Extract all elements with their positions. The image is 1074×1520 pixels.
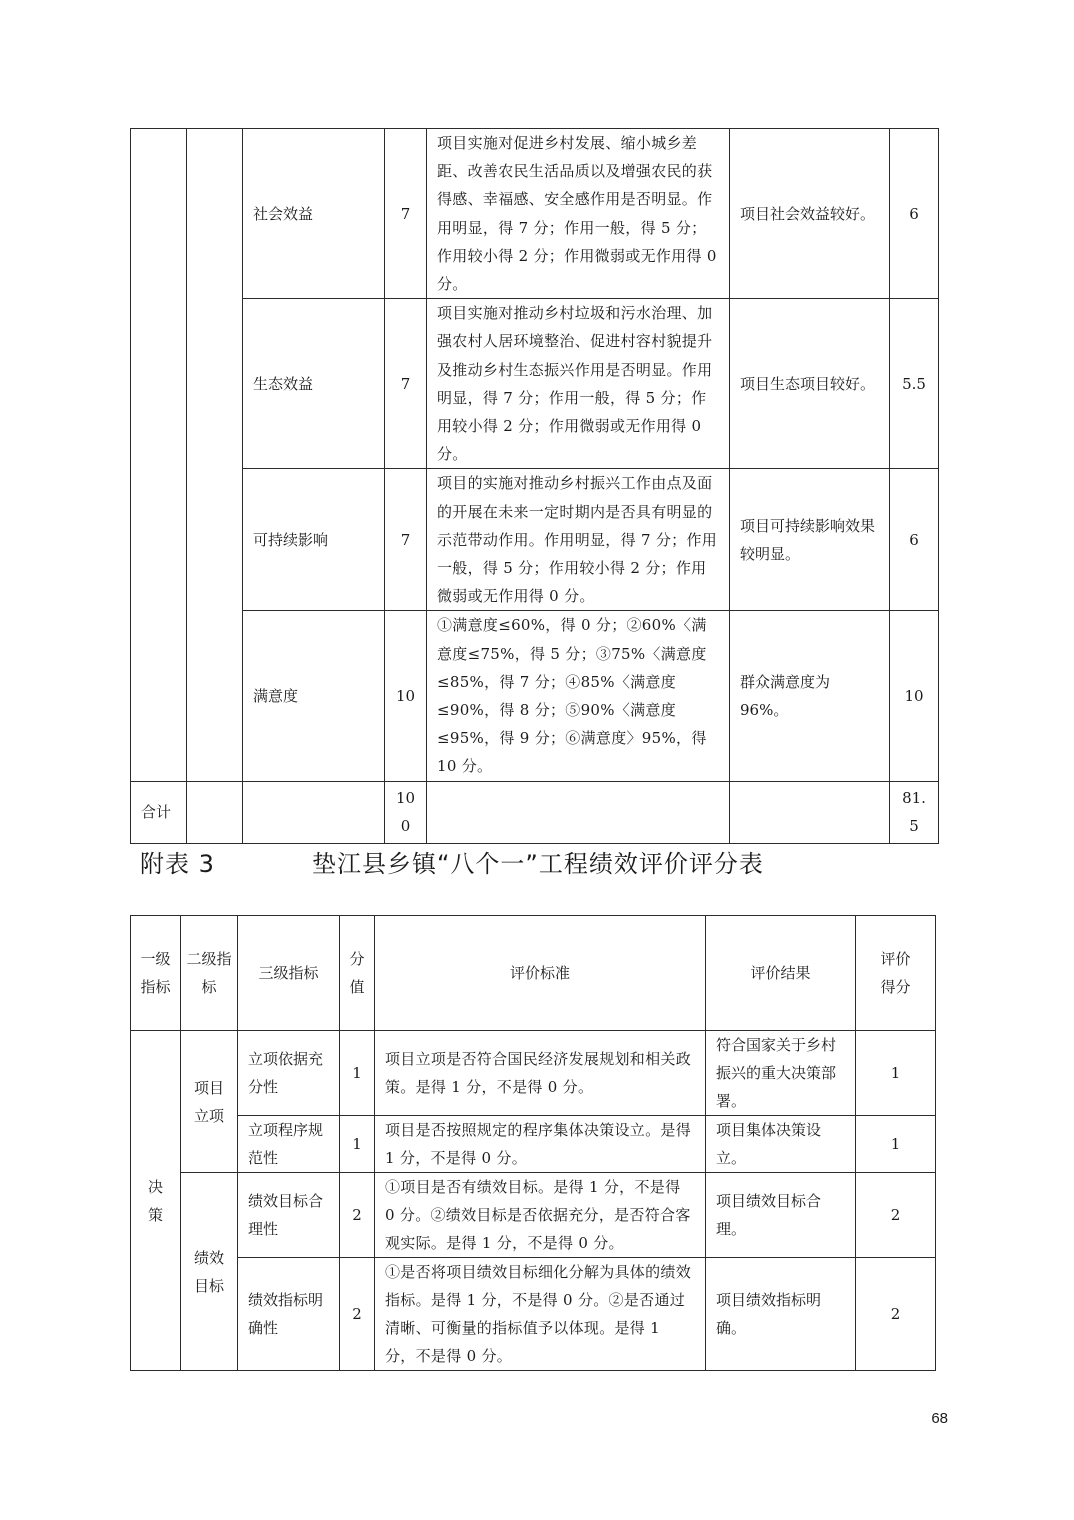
criteria-cell: 项目实施对促进乡村发展、缩小城乡差距、改善农民生活品质以及增强农民的获得感、幸福感、安全感作用是否明显。作用明显，得 7 分；作用一般，得 5 分；作用较小得 2 分；作用微弱或无作用得 0 分。 [427, 129, 730, 299]
level3-cell: 绩效指标明确性 [238, 1258, 340, 1371]
criteria-cell: 项目是否按照规定的程序集体决策设立。是得 1 分，不是得 0 分。 [375, 1116, 706, 1173]
evaluation-table-appendix3 [130, 915, 936, 1371]
result-cell: 项目社会效益较好。 [730, 129, 890, 299]
header-level1: 一级指标 [131, 916, 181, 1031]
weight-cell: 2 [340, 1173, 375, 1258]
indicator-cell: 满意度 [243, 611, 385, 781]
weight-cell: 1 [340, 1116, 375, 1173]
level2-performance-goals: 绩效目标 [181, 1173, 238, 1371]
header-level3: 三级指标 [238, 916, 340, 1031]
empty-cell [427, 781, 730, 843]
total-weight-line1: 10 [395, 788, 416, 807]
header-score: 评价得分 [856, 916, 936, 1031]
result-cell: 项目绩效目标合理。 [706, 1173, 856, 1258]
score-cell: 6 [890, 469, 939, 611]
weight-cell: 2 [340, 1258, 375, 1371]
weight-cell: 7 [385, 129, 427, 299]
score-cell: 6 [890, 129, 939, 299]
criteria-cell: ①是否将项目绩效目标细化分解为具体的绩效指标。是得 1 分，不是得 0 分。②是否通过清晰、可衡量的指标值予以体现。是得 1 分，不是得 0 分。 [375, 1258, 706, 1371]
table-row [131, 1173, 936, 1258]
result-cell: 符合国家关于乡村振兴的重大决策部署。 [706, 1031, 856, 1116]
result-cell: 项目可持续影响效果较明显。 [730, 469, 890, 611]
weight-cell: 7 [385, 469, 427, 611]
header-criteria: 评价标准 [375, 916, 706, 1031]
empty-cell [187, 781, 243, 843]
total-score-line2: 5 [909, 817, 919, 836]
total-row [131, 781, 939, 843]
header-row [131, 916, 936, 1031]
criteria-cell: ①满意度≤60%，得 0 分；②60%〈满意度≤75%，得 5 分；③75%〈满意度≤85%，得 7 分；④85%〈满意度≤90%，得 8 分；⑤90%〈满意度≤95%，得 9 分；⑥满意度〉95%，得 10 分。 [427, 611, 730, 781]
page-number: 68 [931, 1410, 948, 1427]
table-row [131, 469, 939, 611]
appendix-label: 附表 3 [140, 850, 215, 878]
level1-decision: 决策 [131, 1031, 181, 1371]
empty-cell [243, 781, 385, 843]
total-weight [385, 781, 427, 843]
indicator-cell: 可持续影响 [243, 469, 385, 611]
criteria-cell: ①项目是否有绩效目标。是得 1 分，不是得 0 分。②绩效目标是否依据充分，是否符合客观实际。是得 1 分，不是得 0 分。 [375, 1173, 706, 1258]
table-row [131, 129, 939, 299]
criteria-cell: 项目立项是否符合国民经济发展规划和相关政策。是得 1 分，不是得 0 分。 [375, 1031, 706, 1116]
header-weight: 分值 [340, 916, 375, 1031]
empty-cell [730, 781, 890, 843]
score-cell: 2 [856, 1258, 936, 1371]
level1-cell-empty [131, 129, 187, 782]
level2-cell-empty [187, 129, 243, 782]
appendix-title: 垫江县乡镇“八个一”工程绩效评价评分表 [312, 850, 764, 878]
indicator-cell: 社会效益 [243, 129, 385, 299]
score-cell: 1 [856, 1116, 936, 1173]
level3-cell: 绩效目标合理性 [238, 1173, 340, 1258]
weight-cell: 10 [385, 611, 427, 781]
table-row [131, 611, 939, 781]
table-row [131, 1031, 936, 1116]
header-level2: 二级指标 [181, 916, 238, 1031]
table-row [131, 1258, 936, 1371]
header-result: 评价结果 [706, 916, 856, 1031]
total-score-line1: 81. [902, 788, 926, 807]
level3-cell: 立项程序规范性 [238, 1116, 340, 1173]
score-cell: 1 [856, 1031, 936, 1116]
weight-cell: 1 [340, 1031, 375, 1116]
score-cell: 10 [890, 611, 939, 781]
total-weight-line2: 0 [400, 817, 411, 836]
score-cell: 2 [856, 1173, 936, 1258]
weight-cell: 7 [385, 299, 427, 469]
total-score [890, 781, 939, 843]
indicator-cell: 生态效益 [243, 299, 385, 469]
level3-cell: 立项依据充分性 [238, 1031, 340, 1116]
criteria-cell: 项目实施对推动乡村垃圾和污水治理、加强农村人居环境整治、促进村容村貌提升及推动乡村生态振兴作用是否明显。作用明显，得 7 分；作用一般，得 5 分；作用较小得 2 分；作用微弱或无作用得 0 分。 [427, 299, 730, 469]
table-row [131, 1116, 936, 1173]
evaluation-table-continued [130, 128, 939, 844]
table-row [131, 299, 939, 469]
criteria-cell: 项目的实施对推动乡村振兴工作由点及面的开展在未来一定时期内是否具有明显的示范带动作用。作用明显，得 7 分；作用一般，得 5 分；作用较小得 2 分；作用微弱或无作用得 0 分。 [427, 469, 730, 611]
total-label: 合计 [131, 781, 187, 843]
result-cell: 群众满意度为 96%。 [730, 611, 890, 781]
result-cell: 项目绩效指标明确。 [706, 1258, 856, 1371]
result-cell: 项目集体决策设立。 [706, 1116, 856, 1173]
level2-project-setup: 项目立项 [181, 1031, 238, 1173]
score-cell: 5.5 [890, 299, 939, 469]
result-cell: 项目生态项目较好。 [730, 299, 890, 469]
